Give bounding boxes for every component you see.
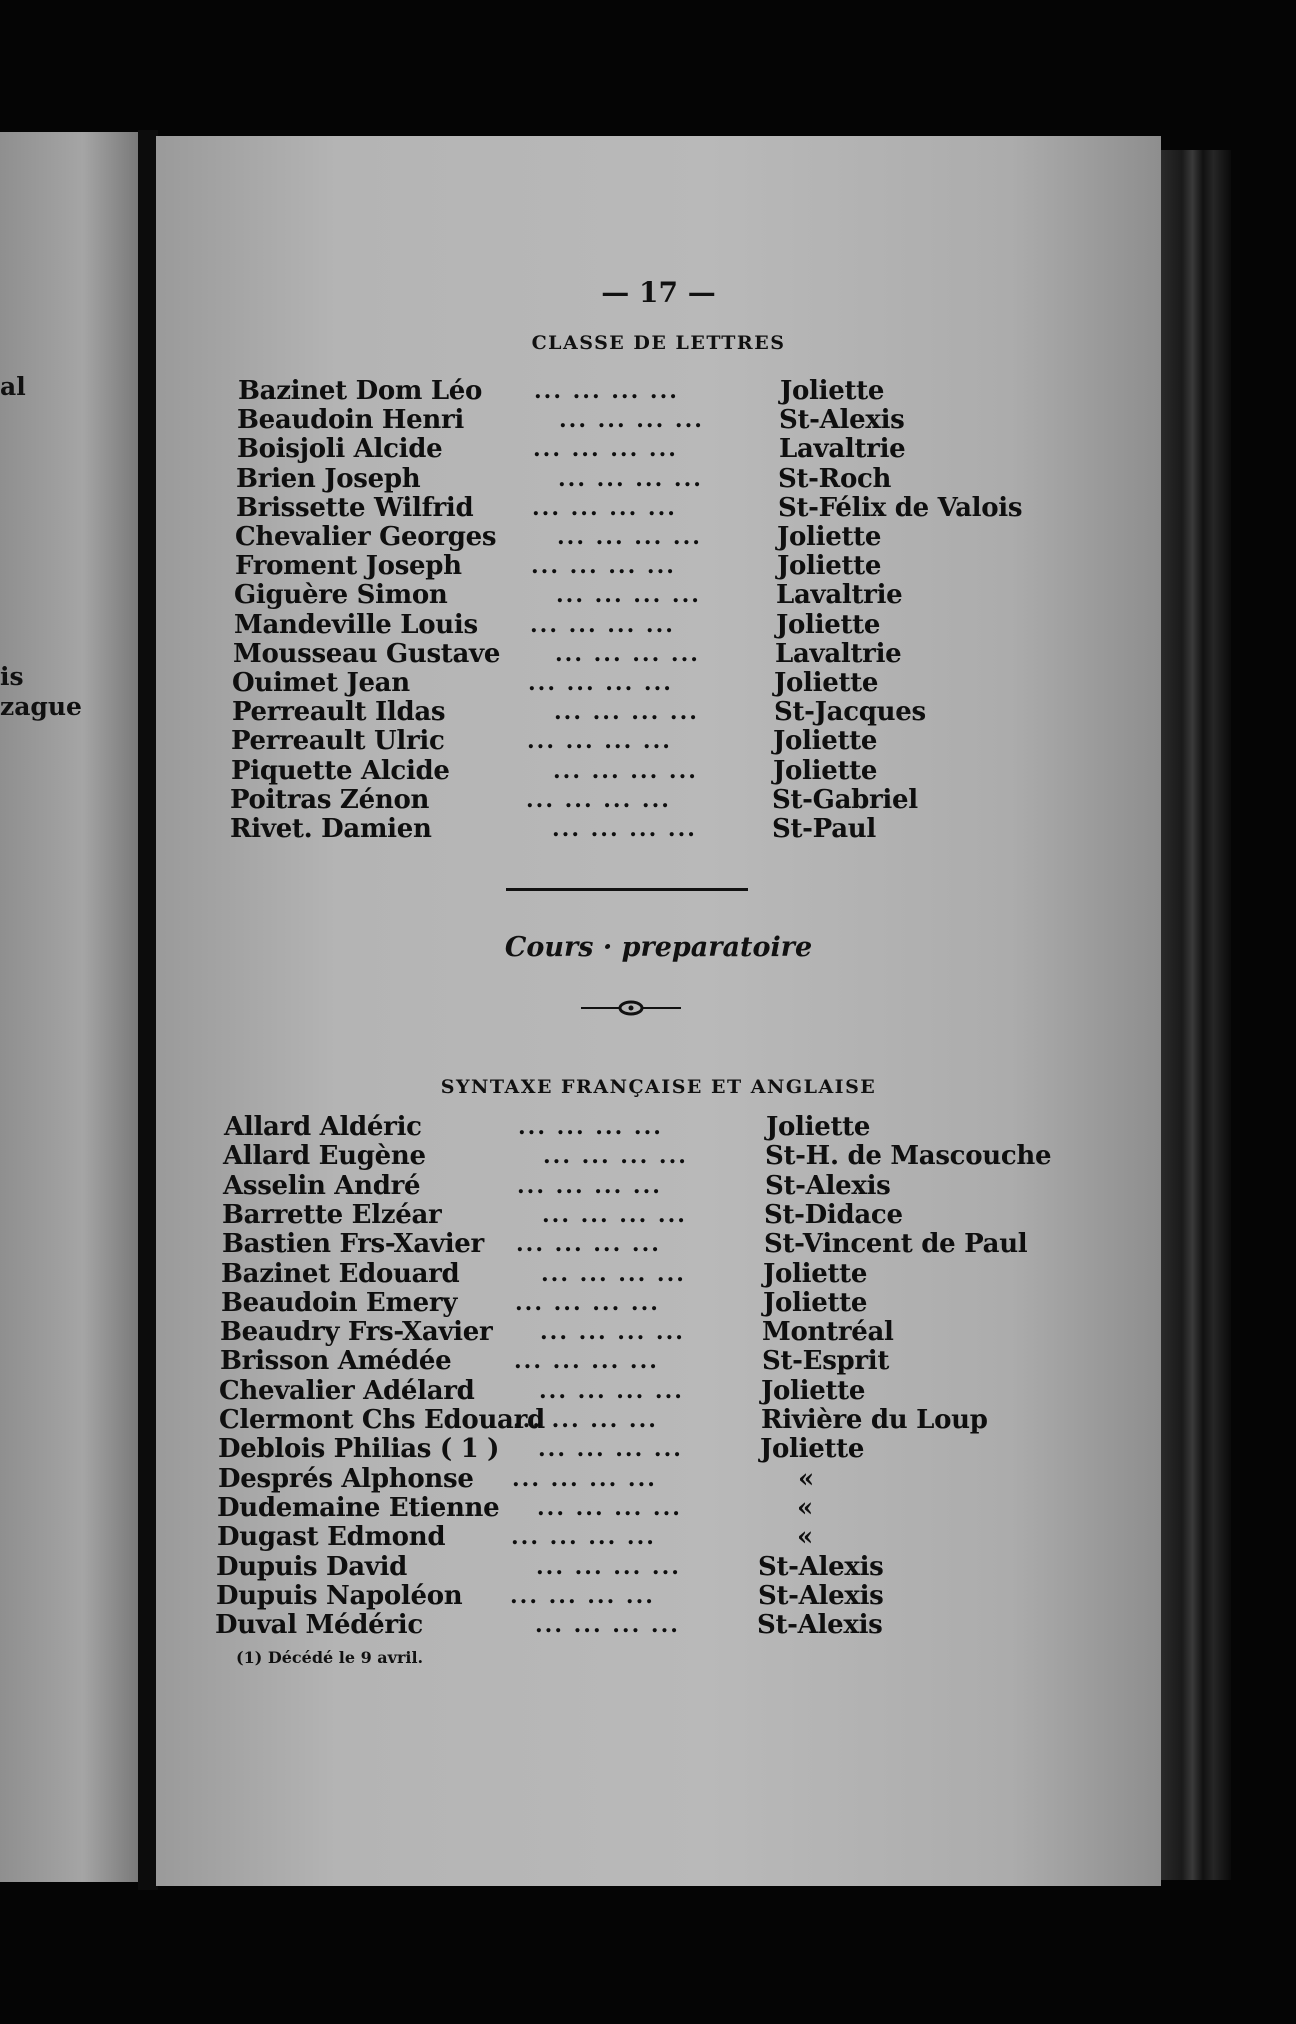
list-item bbox=[156, 1229, 1161, 1259]
list-item bbox=[156, 785, 1161, 815]
left-page-fragment: al bbox=[0, 372, 26, 401]
entry-name: Dudemaine Etienne bbox=[217, 1492, 500, 1523]
leader-dots: ... ... ... ... bbox=[557, 524, 702, 550]
leader-dots: ... ... ... ... bbox=[554, 699, 699, 726]
list-item bbox=[156, 610, 1161, 640]
entry-name: Brisson Amédée bbox=[220, 1346, 452, 1377]
leader-dots: ... ... ... ... bbox=[534, 378, 679, 404]
entry-place: St-Alexis bbox=[758, 1551, 884, 1582]
entry-name: Després Alphonse bbox=[218, 1463, 474, 1494]
leader-dots: ... ... ... ... bbox=[552, 816, 697, 842]
entry-name: Chevalier Adélard bbox=[219, 1375, 475, 1406]
list-item bbox=[156, 726, 1161, 756]
entry-name: Beaudoin Henri bbox=[237, 405, 465, 436]
entry-name: Ouimet Jean bbox=[232, 668, 410, 698]
leader-dots: ... ... ... ... bbox=[541, 1260, 686, 1287]
book-gutter bbox=[138, 130, 158, 1890]
footnote: (1) Décédé le 9 avril. bbox=[236, 1648, 424, 1667]
list-item bbox=[156, 493, 1161, 523]
list-item bbox=[156, 1493, 1161, 1523]
list-item bbox=[156, 1171, 1161, 1201]
entry-place: Joliette bbox=[774, 668, 879, 698]
list-item bbox=[156, 1317, 1161, 1347]
entry-place: St-Gabriel bbox=[772, 784, 918, 815]
entry-name: Perreault Ulric bbox=[231, 726, 445, 757]
left-page-edge bbox=[0, 132, 138, 1882]
entry-name: Dupuis David bbox=[216, 1551, 408, 1582]
leader-dots: ... ... ... ... bbox=[514, 1348, 659, 1375]
leader-dots: ... ... ... ... bbox=[556, 582, 701, 609]
entry-place: St-Alexis bbox=[757, 1610, 883, 1641]
entry-place: Lavaltrie bbox=[776, 580, 903, 611]
entry-place: Joliette bbox=[766, 1112, 871, 1142]
entry-place: Joliette bbox=[763, 1287, 868, 1318]
leader-dots: ... ... ... ... bbox=[535, 1612, 680, 1639]
entry-name: Piquette Alcide bbox=[231, 755, 450, 786]
entry-place: Joliette bbox=[761, 1375, 866, 1406]
list-item bbox=[156, 1141, 1161, 1171]
list-item bbox=[156, 405, 1161, 435]
list-item bbox=[156, 1552, 1161, 1582]
entry-place: St-Alexis bbox=[765, 1170, 891, 1201]
list-item bbox=[156, 1259, 1161, 1289]
entry-name: Mandeville Louis bbox=[234, 609, 478, 640]
entry-name: Barrette Elzéar bbox=[222, 1199, 442, 1230]
leader-dots: ... ... ... ... bbox=[518, 1114, 663, 1140]
entry-place: Lavaltrie bbox=[775, 638, 902, 669]
leader-dots: ... ... ... ... bbox=[530, 611, 675, 638]
list-item bbox=[156, 434, 1161, 464]
leader-dots: ... ... ... ... bbox=[558, 465, 703, 492]
list-item bbox=[156, 1405, 1161, 1435]
entry-place: Montréal bbox=[762, 1317, 894, 1348]
leader-dots: ... ... ... ... bbox=[533, 436, 678, 463]
list-item bbox=[156, 697, 1161, 727]
list-item bbox=[156, 1610, 1161, 1640]
entry-place: Joliette bbox=[773, 755, 878, 786]
entry-place: Joliette bbox=[763, 1258, 868, 1289]
leader-dots: ... ... ... ... bbox=[511, 1524, 656, 1551]
entry-place: Joliette bbox=[760, 1434, 865, 1465]
leader-dots: ... ... ... ... bbox=[512, 1465, 657, 1492]
entry-name: Clermont Chs Edouard bbox=[219, 1405, 545, 1435]
book-page bbox=[156, 136, 1161, 1886]
list-item bbox=[156, 1112, 1161, 1142]
entry-name: Rivet. Damien bbox=[230, 814, 432, 844]
entry-name: Deblois Philias ( 1 ) bbox=[218, 1434, 500, 1465]
syntaxe-heading: SYNTAXE FRANÇAISE ET ANGLAISE bbox=[440, 1076, 877, 1098]
entry-name: Dupuis Napoléon bbox=[216, 1580, 463, 1611]
leader-dots: ... ... ... ... bbox=[543, 1143, 688, 1170]
list-item bbox=[156, 1522, 1161, 1552]
entry-name: Beaudry Frs-Xavier bbox=[220, 1317, 493, 1348]
list-item bbox=[156, 580, 1161, 610]
entry-name: Boisjoli Alcide bbox=[237, 434, 443, 465]
entry-place: St-Esprit bbox=[762, 1346, 890, 1377]
classe-lettres-heading: CLASSE DE LETTRES bbox=[531, 332, 786, 354]
leader-dots: ... ... ... ... bbox=[538, 1436, 683, 1463]
leader-dots: ... ... ... ... bbox=[516, 1231, 661, 1258]
entry-place: St-Félix de Valois bbox=[778, 492, 1023, 523]
leader-dots: ... ... ... ... bbox=[539, 1377, 684, 1404]
entry-place: Joliette bbox=[777, 522, 882, 552]
list-item bbox=[156, 1434, 1161, 1464]
list-item bbox=[156, 814, 1161, 844]
entry-name: Allard Aldéric bbox=[224, 1112, 422, 1142]
entry-place: St-Alexis bbox=[758, 1580, 884, 1611]
list-item bbox=[156, 1376, 1161, 1406]
entry-place: St-Alexis bbox=[779, 405, 905, 436]
entry-name: Giguère Simon bbox=[234, 580, 448, 611]
leader-dots: ... ... ... ... bbox=[513, 1407, 658, 1433]
entry-name: Dugast Edmond bbox=[217, 1522, 446, 1553]
left-page-fragment: is bbox=[0, 662, 24, 691]
leader-dots: ... ... ... ... bbox=[528, 670, 673, 696]
left-page-fragment: zague bbox=[0, 692, 82, 721]
leader-dots: ... ... ... ... bbox=[515, 1289, 660, 1316]
list-item bbox=[156, 1581, 1161, 1611]
entry-name: Chevalier Georges bbox=[235, 522, 497, 552]
entry-place: St-H. de Mascouche bbox=[765, 1141, 1052, 1172]
page-stack-edge bbox=[1161, 150, 1231, 1880]
entry-name: Bastien Frs-Xavier bbox=[222, 1229, 484, 1260]
entry-place: St-Didace bbox=[764, 1199, 903, 1230]
entry-place: Joliette bbox=[773, 726, 878, 757]
entry-name: Brien Joseph bbox=[236, 463, 421, 494]
entry-name: Mousseau Gustave bbox=[233, 638, 501, 669]
leader-dots: ... ... ... ... bbox=[527, 728, 672, 755]
leader-dots: ... ... ... ... bbox=[526, 786, 671, 813]
entry-name: Allard Eugène bbox=[223, 1141, 426, 1172]
leader-dots: ... ... ... ... bbox=[537, 1494, 682, 1521]
entry-name: Bazinet Edouard bbox=[221, 1258, 460, 1289]
entry-name: Bazinet Dom Léo bbox=[238, 376, 483, 406]
list-item bbox=[156, 1288, 1161, 1318]
entry-name: Perreault Ildas bbox=[232, 697, 446, 728]
entry-place: « bbox=[797, 1522, 813, 1553]
entry-place: St-Vincent de Paul bbox=[764, 1229, 1028, 1260]
entry-name: Poitras Zénon bbox=[230, 784, 430, 815]
entry-name: Asselin André bbox=[223, 1170, 421, 1201]
entry-place: St-Jacques bbox=[774, 697, 926, 728]
entry-place: Rivière du Loup bbox=[761, 1405, 988, 1435]
entry-name: Froment Joseph bbox=[235, 551, 462, 582]
list-item bbox=[156, 376, 1161, 406]
entry-place: « bbox=[797, 1492, 813, 1523]
entry-name: Beaudoin Emery bbox=[221, 1287, 458, 1318]
leader-dots: ... ... ... ... bbox=[542, 1201, 687, 1228]
leader-dots: ... ... ... ... bbox=[510, 1582, 655, 1609]
leader-dots: ... ... ... ... bbox=[553, 757, 698, 784]
leader-dots: ... ... ... ... bbox=[531, 553, 676, 580]
leader-dots: ... ... ... ... bbox=[559, 407, 704, 434]
ornament-icon bbox=[581, 998, 681, 1018]
entry-place: « bbox=[798, 1463, 814, 1494]
leader-dots: ... ... ... ... bbox=[540, 1319, 685, 1346]
list-item bbox=[156, 464, 1161, 494]
list-item bbox=[156, 639, 1161, 669]
list-item bbox=[156, 1200, 1161, 1230]
entry-place: Joliette bbox=[776, 609, 881, 640]
entry-place: Lavaltrie bbox=[779, 434, 906, 465]
entry-name: Brissette Wilfrid bbox=[236, 492, 474, 523]
entry-place: Joliette bbox=[777, 551, 882, 582]
section-divider bbox=[506, 888, 748, 891]
list-item bbox=[156, 1346, 1161, 1376]
section-title: Cours · preparatoire bbox=[504, 932, 813, 963]
list-item bbox=[156, 668, 1161, 698]
list-item bbox=[156, 756, 1161, 786]
list-item bbox=[156, 551, 1161, 581]
leader-dots: ... ... ... ... bbox=[517, 1172, 662, 1199]
entry-place: Joliette bbox=[780, 376, 885, 406]
list-item bbox=[156, 522, 1161, 552]
list-item bbox=[156, 1464, 1161, 1494]
entry-place: St-Roch bbox=[778, 463, 892, 494]
entry-place: St-Paul bbox=[772, 814, 876, 844]
leader-dots: ... ... ... ... bbox=[555, 640, 700, 667]
leader-dots: ... ... ... ... bbox=[536, 1553, 681, 1580]
entry-name: Duval Médéric bbox=[215, 1610, 423, 1641]
leader-dots: ... ... ... ... bbox=[532, 494, 677, 521]
page-number: — 17 — bbox=[601, 276, 716, 309]
